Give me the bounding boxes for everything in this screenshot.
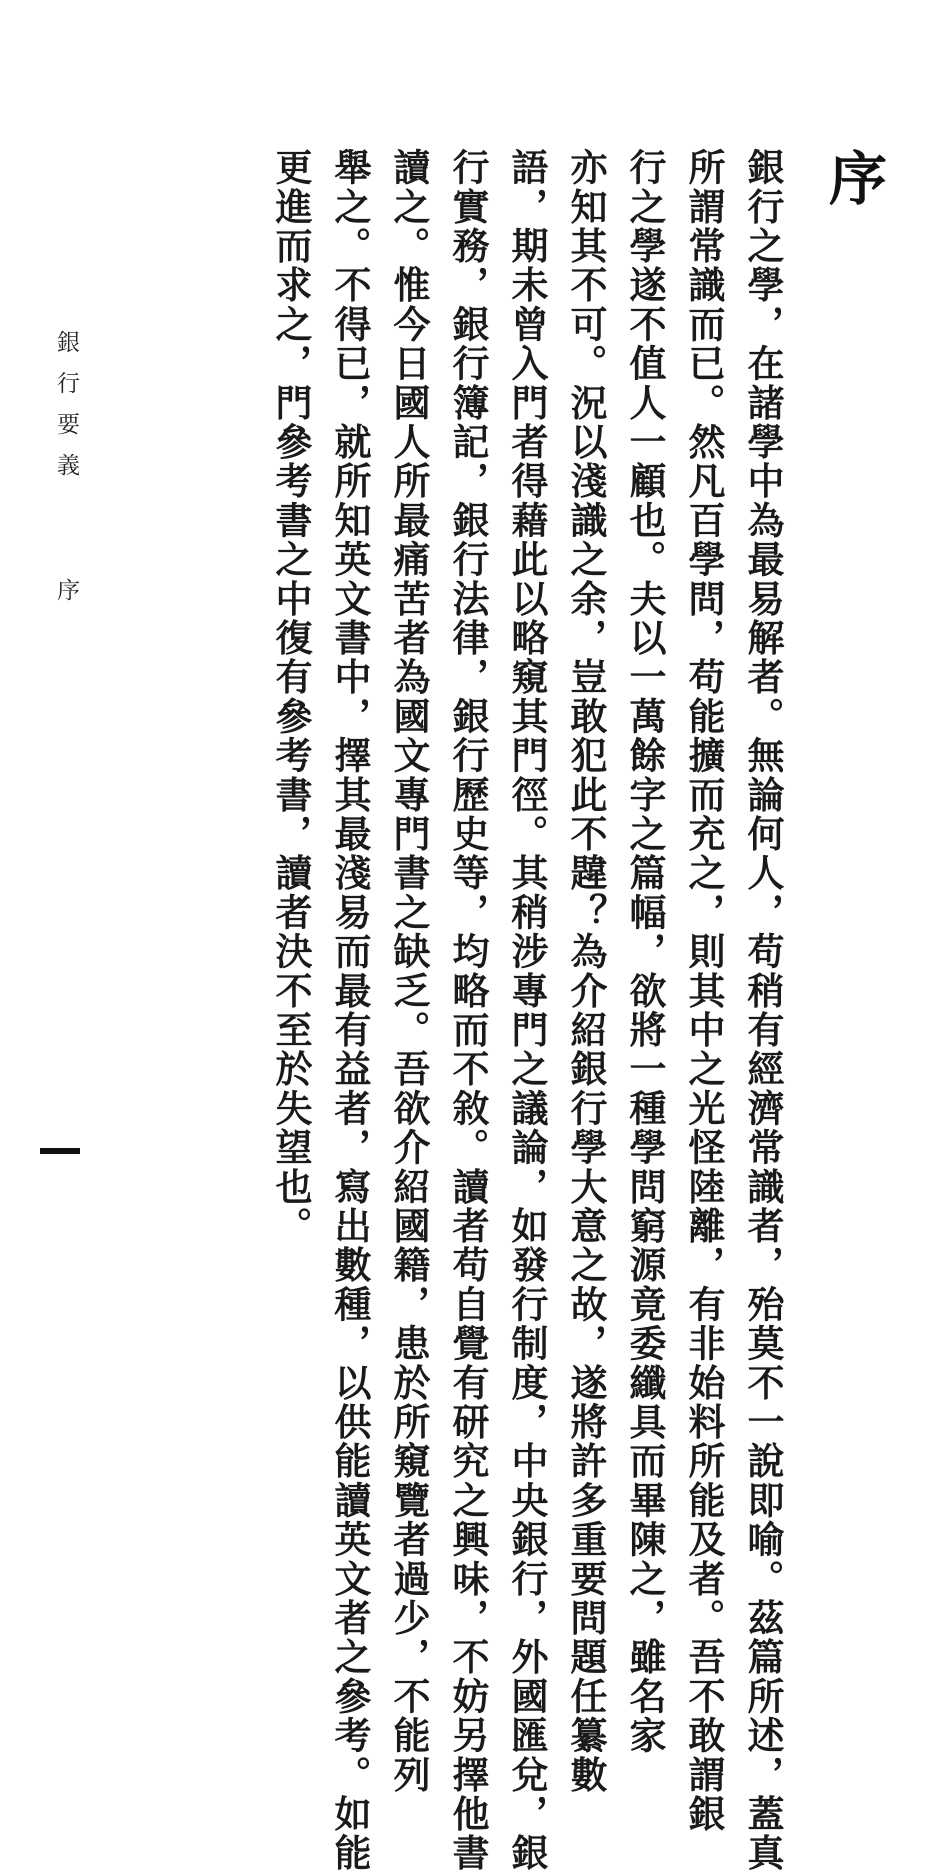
running-head	[50, 330, 83, 619]
preface-body	[261, 148, 792, 1873]
running-head-book-title: 銀行要義	[53, 330, 79, 494]
page-title: 序	[819, 148, 887, 206]
text-column: 更進而求之，門參考書之中復有參考書，讀者決不至於失望也。	[269, 148, 313, 1246]
text-column: 行實務，銀行簿記，銀行法律，銀行歷史等，均略而不敘。讀者苟自覺有研究之興味，不妨另擇他書	[446, 148, 490, 1873]
text-column: 語，期未曾入門者得藉此以略窺其門徑。其稍涉專門之議論，如發行制度，中央銀行，外國匯兌，銀	[505, 148, 549, 1873]
text-column: 行之學遂不值人一顧也。夫以一萬餘字之篇幅，欲將一種學問窮源竟委纖具而畢陳之，雖名家	[623, 148, 667, 1756]
text-column: 舉之。不得已，就所知英文書中，擇其最淺易而最有益者，寫出數種，以供能讀英文者之參考。如能	[328, 148, 372, 1873]
text-column: 所謂常識而已。然凡百學問，苟能擴而充之，則其中之光怪陸離，有非始料所能及者。吾不敢謂銀	[682, 148, 726, 1834]
text-column: 讀之。惟今日國人所最痛苦者為國文專門書之缺乏。吾欲介紹國籍，患於所窺覽者過少，不能列	[387, 148, 431, 1795]
running-head-section: 序	[53, 578, 79, 619]
text-column: 銀行之學，在諸學中為最易解者。無論何人，苟稍有經濟常識者，殆莫不一說即喻。茲篇所述，蓋真	[741, 148, 785, 1873]
text-column: 亦知其不可。況以淺識之余，豈敢犯此不韙？為介紹銀行學大意之故，遂將許多重要問題任纂數	[564, 148, 608, 1795]
page-number-glyph	[40, 1148, 80, 1154]
